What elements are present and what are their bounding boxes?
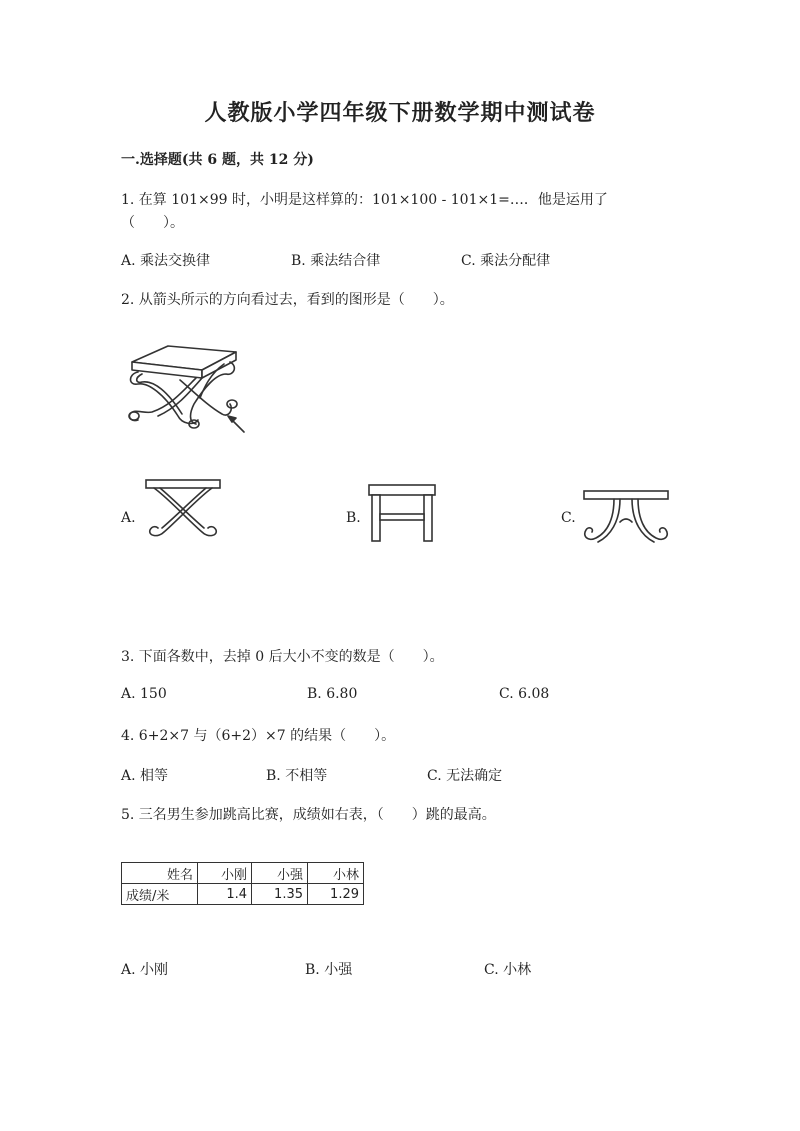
- stool-figure: [124, 340, 254, 440]
- question-2-stem: 2. 从箭头所示的方向看过去，看到的图形是（ ）。: [121, 292, 454, 308]
- question-1-stem-cont: （ ）。: [121, 215, 184, 231]
- question-4-option-c[interactable]: C. 无法确定: [427, 768, 503, 784]
- table-cell: 小刚: [198, 863, 252, 884]
- table-header-row: [122, 863, 364, 884]
- question-2-option-b[interactable]: B.: [346, 510, 361, 526]
- question-3-option-a[interactable]: A. 150: [121, 686, 167, 702]
- question-5-option-a[interactable]: A. 小刚: [121, 962, 169, 978]
- table-cell: 小林: [308, 863, 364, 884]
- question-1-option-a[interactable]: A. 乘法交换律: [121, 253, 211, 269]
- question-1-option-b[interactable]: B. 乘法结合律: [291, 253, 381, 269]
- question-4-option-a[interactable]: A. 相等: [121, 768, 169, 784]
- question-5-option-b[interactable]: B. 小强: [305, 962, 353, 978]
- question-1-option-c[interactable]: C. 乘法分配律: [461, 253, 551, 269]
- page-title: 人教版小学四年级下册数学期中测试卷: [204, 100, 596, 126]
- question-5-stem: 5. 三名男生参加跳高比赛，成绩如右表，（ ）跳的最高。: [121, 807, 496, 823]
- section-heading: 一.选择题(共 6 题，共 12 分): [121, 152, 314, 168]
- view-option-c-icon[interactable]: [580, 488, 672, 544]
- question-2-option-a[interactable]: A.: [121, 510, 136, 526]
- question-4-stem: 4. 6+2×7 与（6+2）×7 的结果（ ）。: [121, 728, 396, 744]
- view-option-b-icon[interactable]: [366, 482, 438, 544]
- question-1-stem: 1. 在算 101×99 时，小明是这样算的：101×100 - 101×1=…．他是运用了: [121, 192, 608, 208]
- view-option-a-icon[interactable]: [142, 478, 224, 542]
- table-cell: 1.35: [252, 884, 308, 905]
- table-cell: 姓名: [122, 863, 198, 884]
- table-row: [122, 884, 364, 905]
- question-3-option-c[interactable]: C. 6.08: [499, 686, 550, 702]
- table-cell: 成绩/米: [122, 884, 198, 905]
- question-5-option-c[interactable]: C. 小林: [484, 962, 532, 978]
- table-cell: 1.4: [198, 884, 252, 905]
- question-2-option-c[interactable]: C.: [561, 510, 576, 526]
- score-table: [121, 862, 364, 905]
- question-3-stem: 3. 下面各数中，去掉 0 后大小不变的数是（ ）。: [121, 649, 444, 665]
- table-cell: 1.29: [308, 884, 364, 905]
- question-3-option-b[interactable]: B. 6.80: [307, 686, 358, 702]
- question-4-option-b[interactable]: B. 不相等: [266, 768, 328, 784]
- table-cell: 小强: [252, 863, 308, 884]
